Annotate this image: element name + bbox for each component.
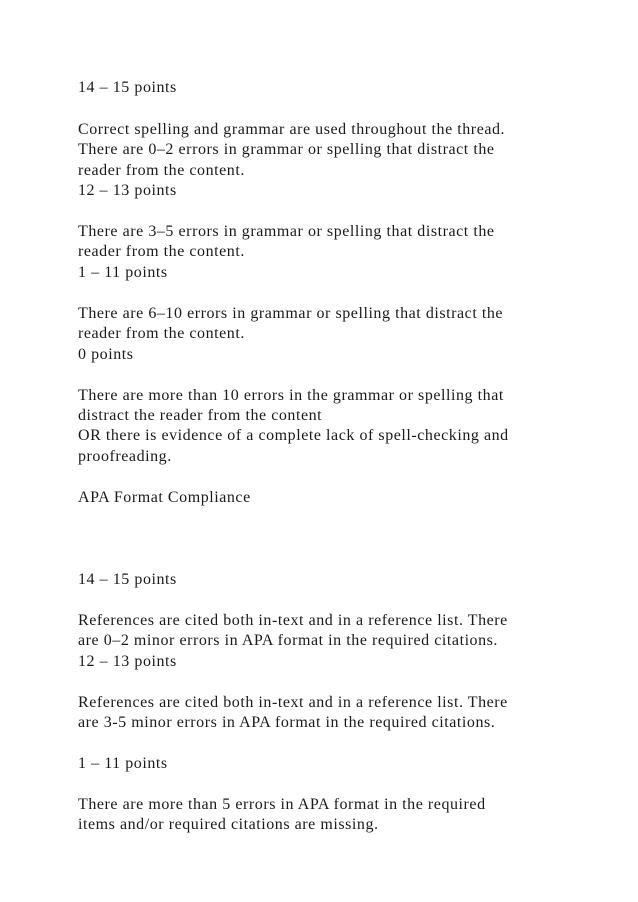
criterion-text-line: There are more than 5 errors in APA format in the required	[78, 796, 486, 813]
criterion-text-line: There are 3–5 errors in grammar or spelling that distract the	[78, 223, 495, 240]
criterion-text-line: reader from the content.	[78, 325, 245, 342]
points-range-14-15: 14 – 15 points	[78, 571, 177, 588]
criterion-text-line: reader from the content.	[78, 162, 245, 179]
criterion-text-line: References are cited both in-text and in a reference list. There	[78, 612, 508, 629]
criterion-text-line: are 3-5 minor errors in APA format in the required citations.	[78, 714, 496, 731]
points-range-1-11: 1 – 11 points	[78, 264, 168, 281]
criterion-text-line: There are 0–2 errors in grammar or spelling that distract the	[78, 141, 495, 158]
criterion-text-line: There are 6–10 errors in grammar or spelling that distract the	[78, 305, 504, 322]
criterion-text-line: Correct spelling and grammar are used throughout the thread.	[78, 121, 506, 138]
criterion-text-line: proofreading.	[78, 448, 172, 465]
points-range-0: 0 points	[78, 346, 134, 363]
criterion-text-line: There are more than 10 errors in the grammar or spelling that	[78, 387, 504, 404]
points-range-12-13: 12 – 13 points	[78, 653, 177, 670]
section-heading-apa-format: APA Format Compliance	[78, 489, 251, 506]
points-range-14-15: 14 – 15 points	[78, 79, 177, 96]
points-range-12-13: 12 – 13 points	[78, 182, 177, 199]
criterion-text-line: items and/or required citations are missing.	[78, 816, 379, 833]
criterion-text-line: References are cited both in-text and in a reference list. There	[78, 694, 508, 711]
points-range-1-11: 1 – 11 points	[78, 755, 168, 772]
criterion-text-line: reader from the content.	[78, 243, 245, 260]
criterion-text-line: distract the reader from the content	[78, 407, 323, 424]
criterion-text-line: are 0–2 minor errors in APA format in the required citations.	[78, 632, 498, 649]
criterion-text-line: OR there is evidence of a complete lack of spell-checking and	[78, 427, 509, 444]
